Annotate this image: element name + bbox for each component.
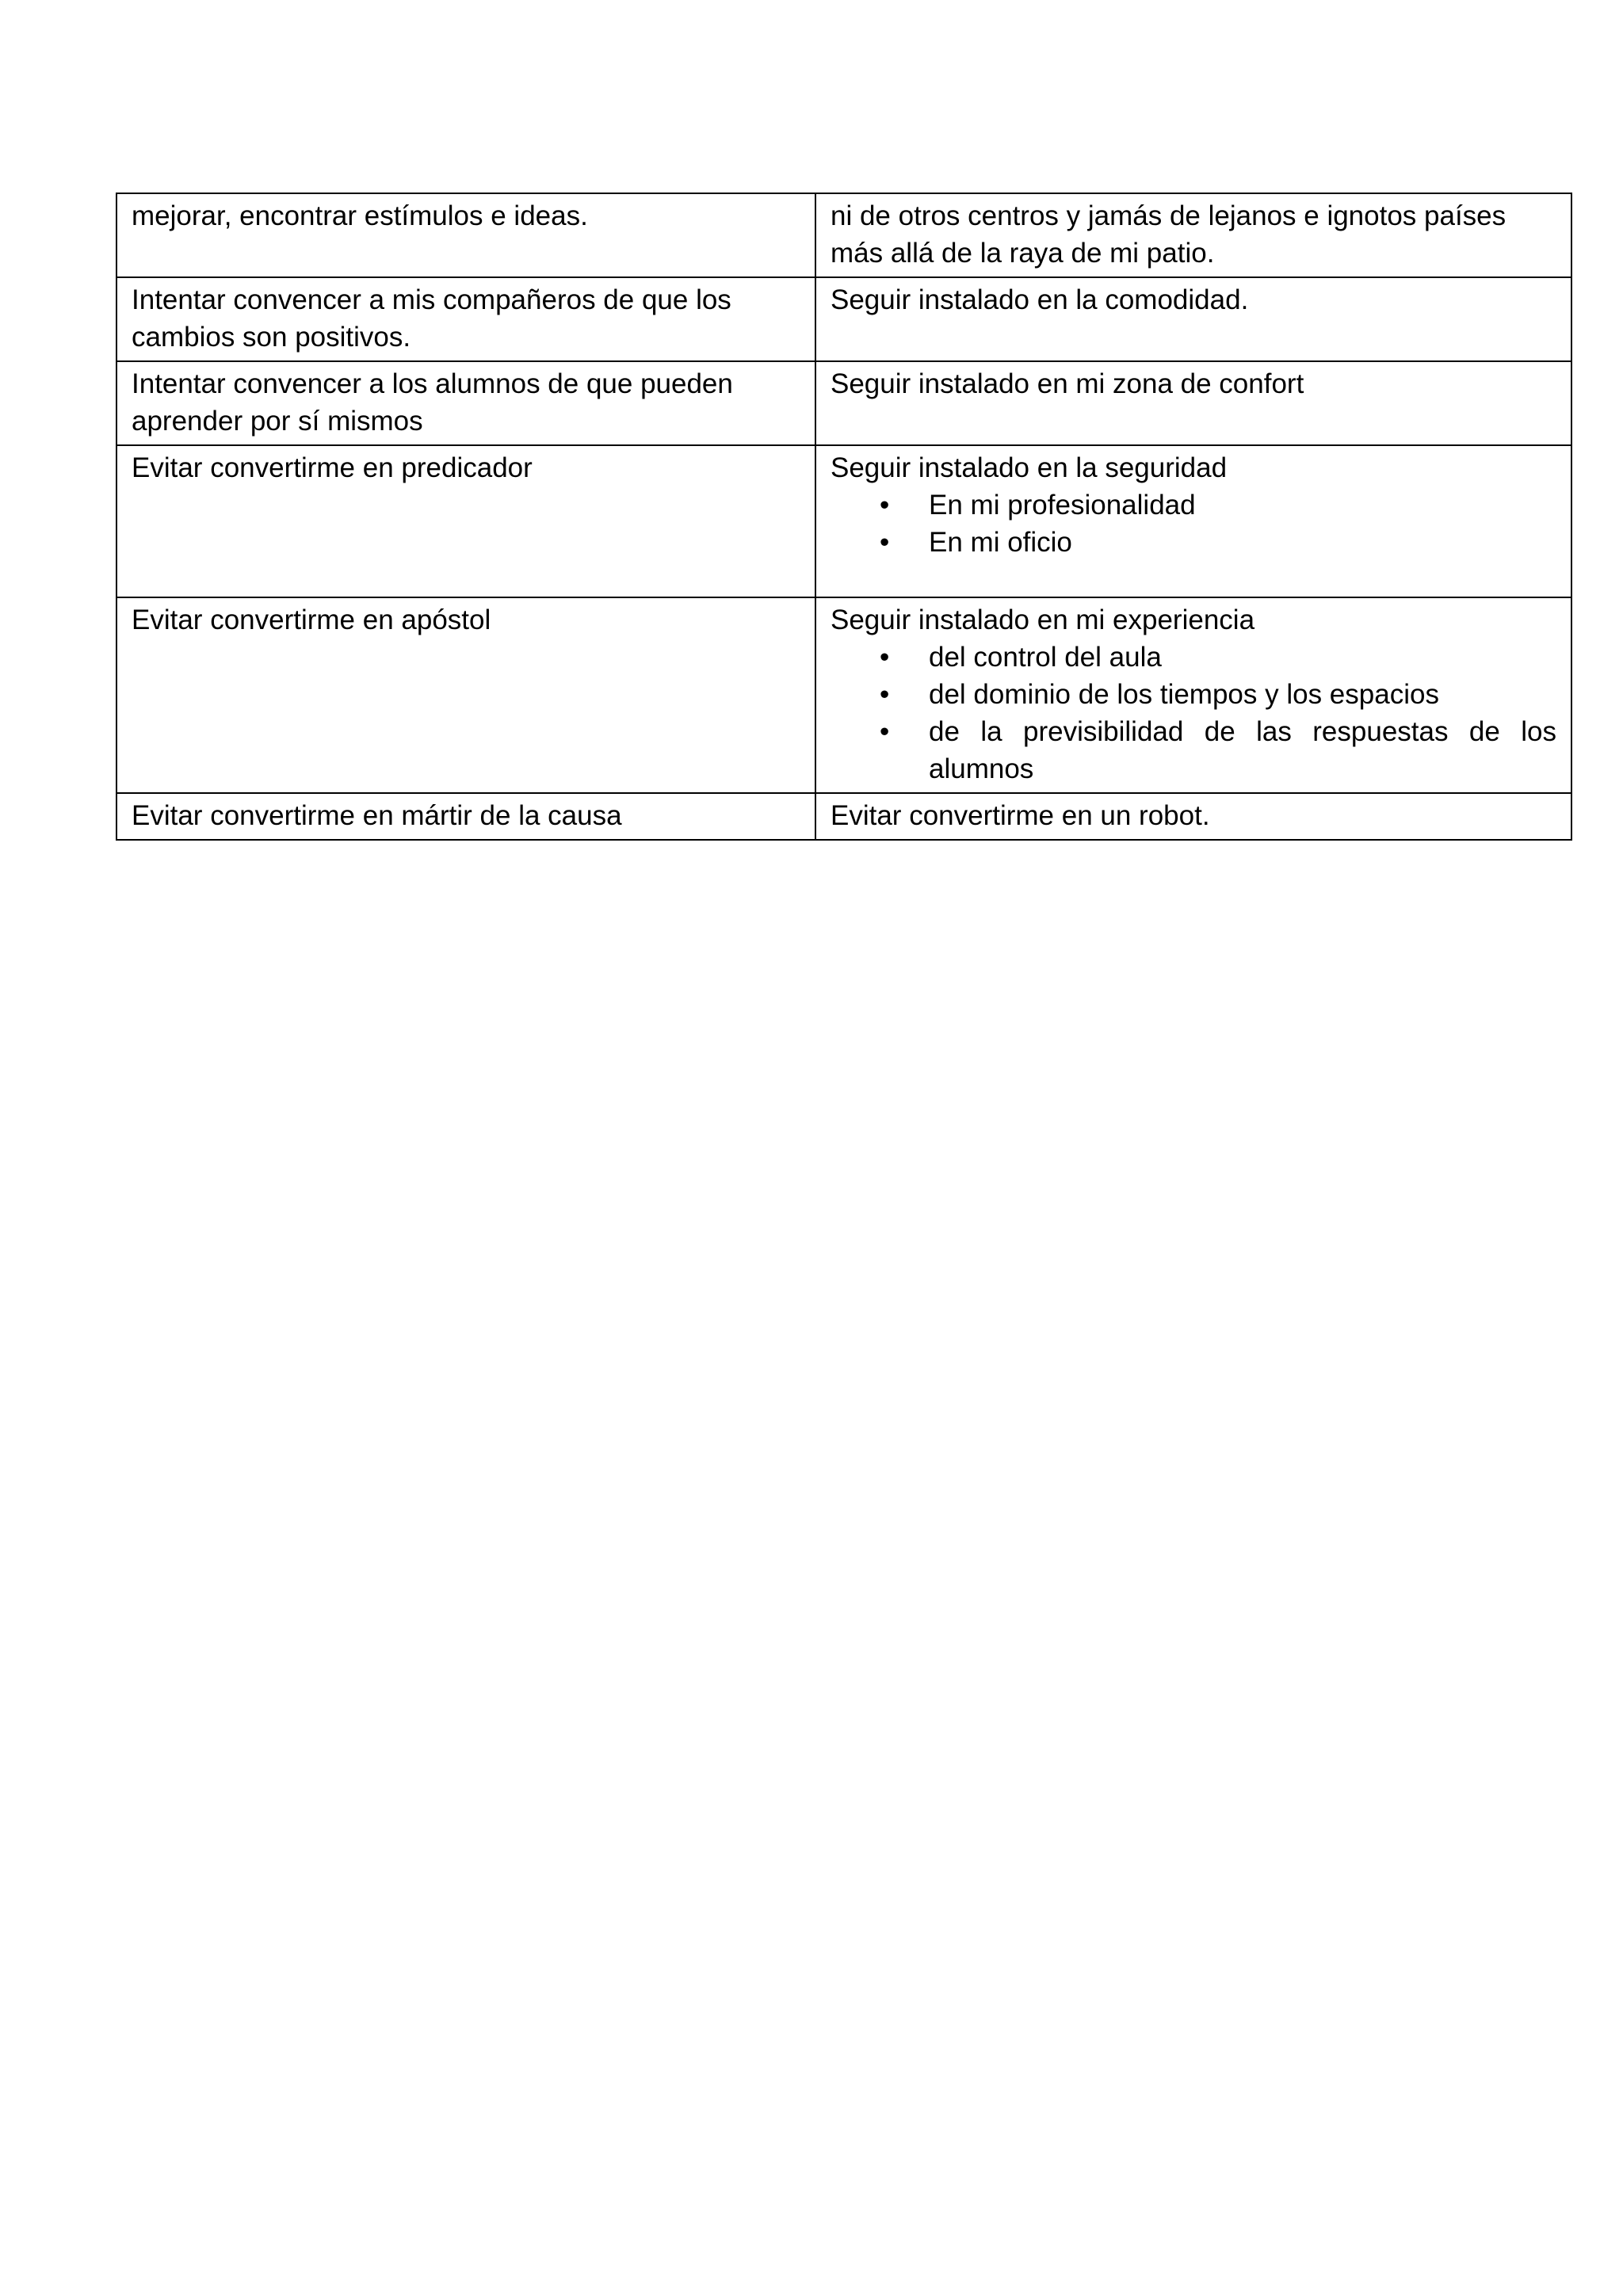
bullet-icon: • [880,716,890,747]
bullet-list [831,486,1556,561]
table-row [116,193,1571,277]
cell-text: Intentar convencer a los alumnos de que pueden aprender por sí mismos [132,368,733,437]
table-cell-right [815,597,1571,793]
table-row [116,277,1571,361]
cell-text: Seguir instalado en mi zona de confort [831,368,1304,399]
cell-text: Seguir instalado en la comodidad. [831,284,1249,315]
list-item-text: de la previsibilidad de las respuestas de los alumnos [929,716,1556,784]
list-item-text: En mi profesionalidad [929,490,1196,521]
table-cell-right [815,361,1571,445]
cell-text: Evitar convertirme en un robot. [831,800,1210,831]
cell-text: ni de otros centros y jamás de lejanos e ignotos países más allá de la raya de mi patio. [831,200,1507,269]
bullet-icon: • [880,527,890,558]
table-cell-left [116,193,815,277]
table-cell-left [116,793,815,840]
table-cell-left [116,597,815,793]
list-item-text: del dominio de los tiempos y los espacios [929,679,1439,710]
table-row [116,597,1571,793]
list-item-text: En mi oficio [929,527,1072,558]
cell-text: Intentar convencer a mis compañeros de que los cambios son positivos. [132,284,731,353]
table-row [116,793,1571,840]
table-cell-right [815,193,1571,277]
list-item [831,676,1556,713]
table-cell-left [116,277,815,361]
bullet-icon: • [880,490,890,521]
table-cell-right [815,277,1571,361]
cell-text: mejorar, encontrar estímulos e ideas. [132,200,588,231]
cell-text: Evitar convertirme en apóstol [132,605,491,635]
list-item-text: del control del aula [929,642,1162,673]
list-item [831,639,1556,676]
bullet-list [831,639,1556,788]
table-cell-left [116,361,815,445]
list-item [831,486,1556,524]
cell-text: Seguir instalado en la seguridad [831,452,1228,483]
list-item [831,524,1556,561]
cell-text: Evitar convertirme en mártir de la causa [132,800,622,831]
table-row [116,361,1571,445]
bullet-icon: • [880,679,890,710]
cell-text: Seguir instalado en mi experiencia [831,605,1255,635]
table-cell-right [815,793,1571,840]
comparison-table [116,193,1572,841]
bullet-icon: • [880,642,890,673]
table-cell-right [815,445,1571,597]
table-cell-left [116,445,815,597]
cell-text: Evitar convertirme en predicador [132,452,533,483]
table-row [116,445,1571,597]
list-item [831,713,1556,788]
